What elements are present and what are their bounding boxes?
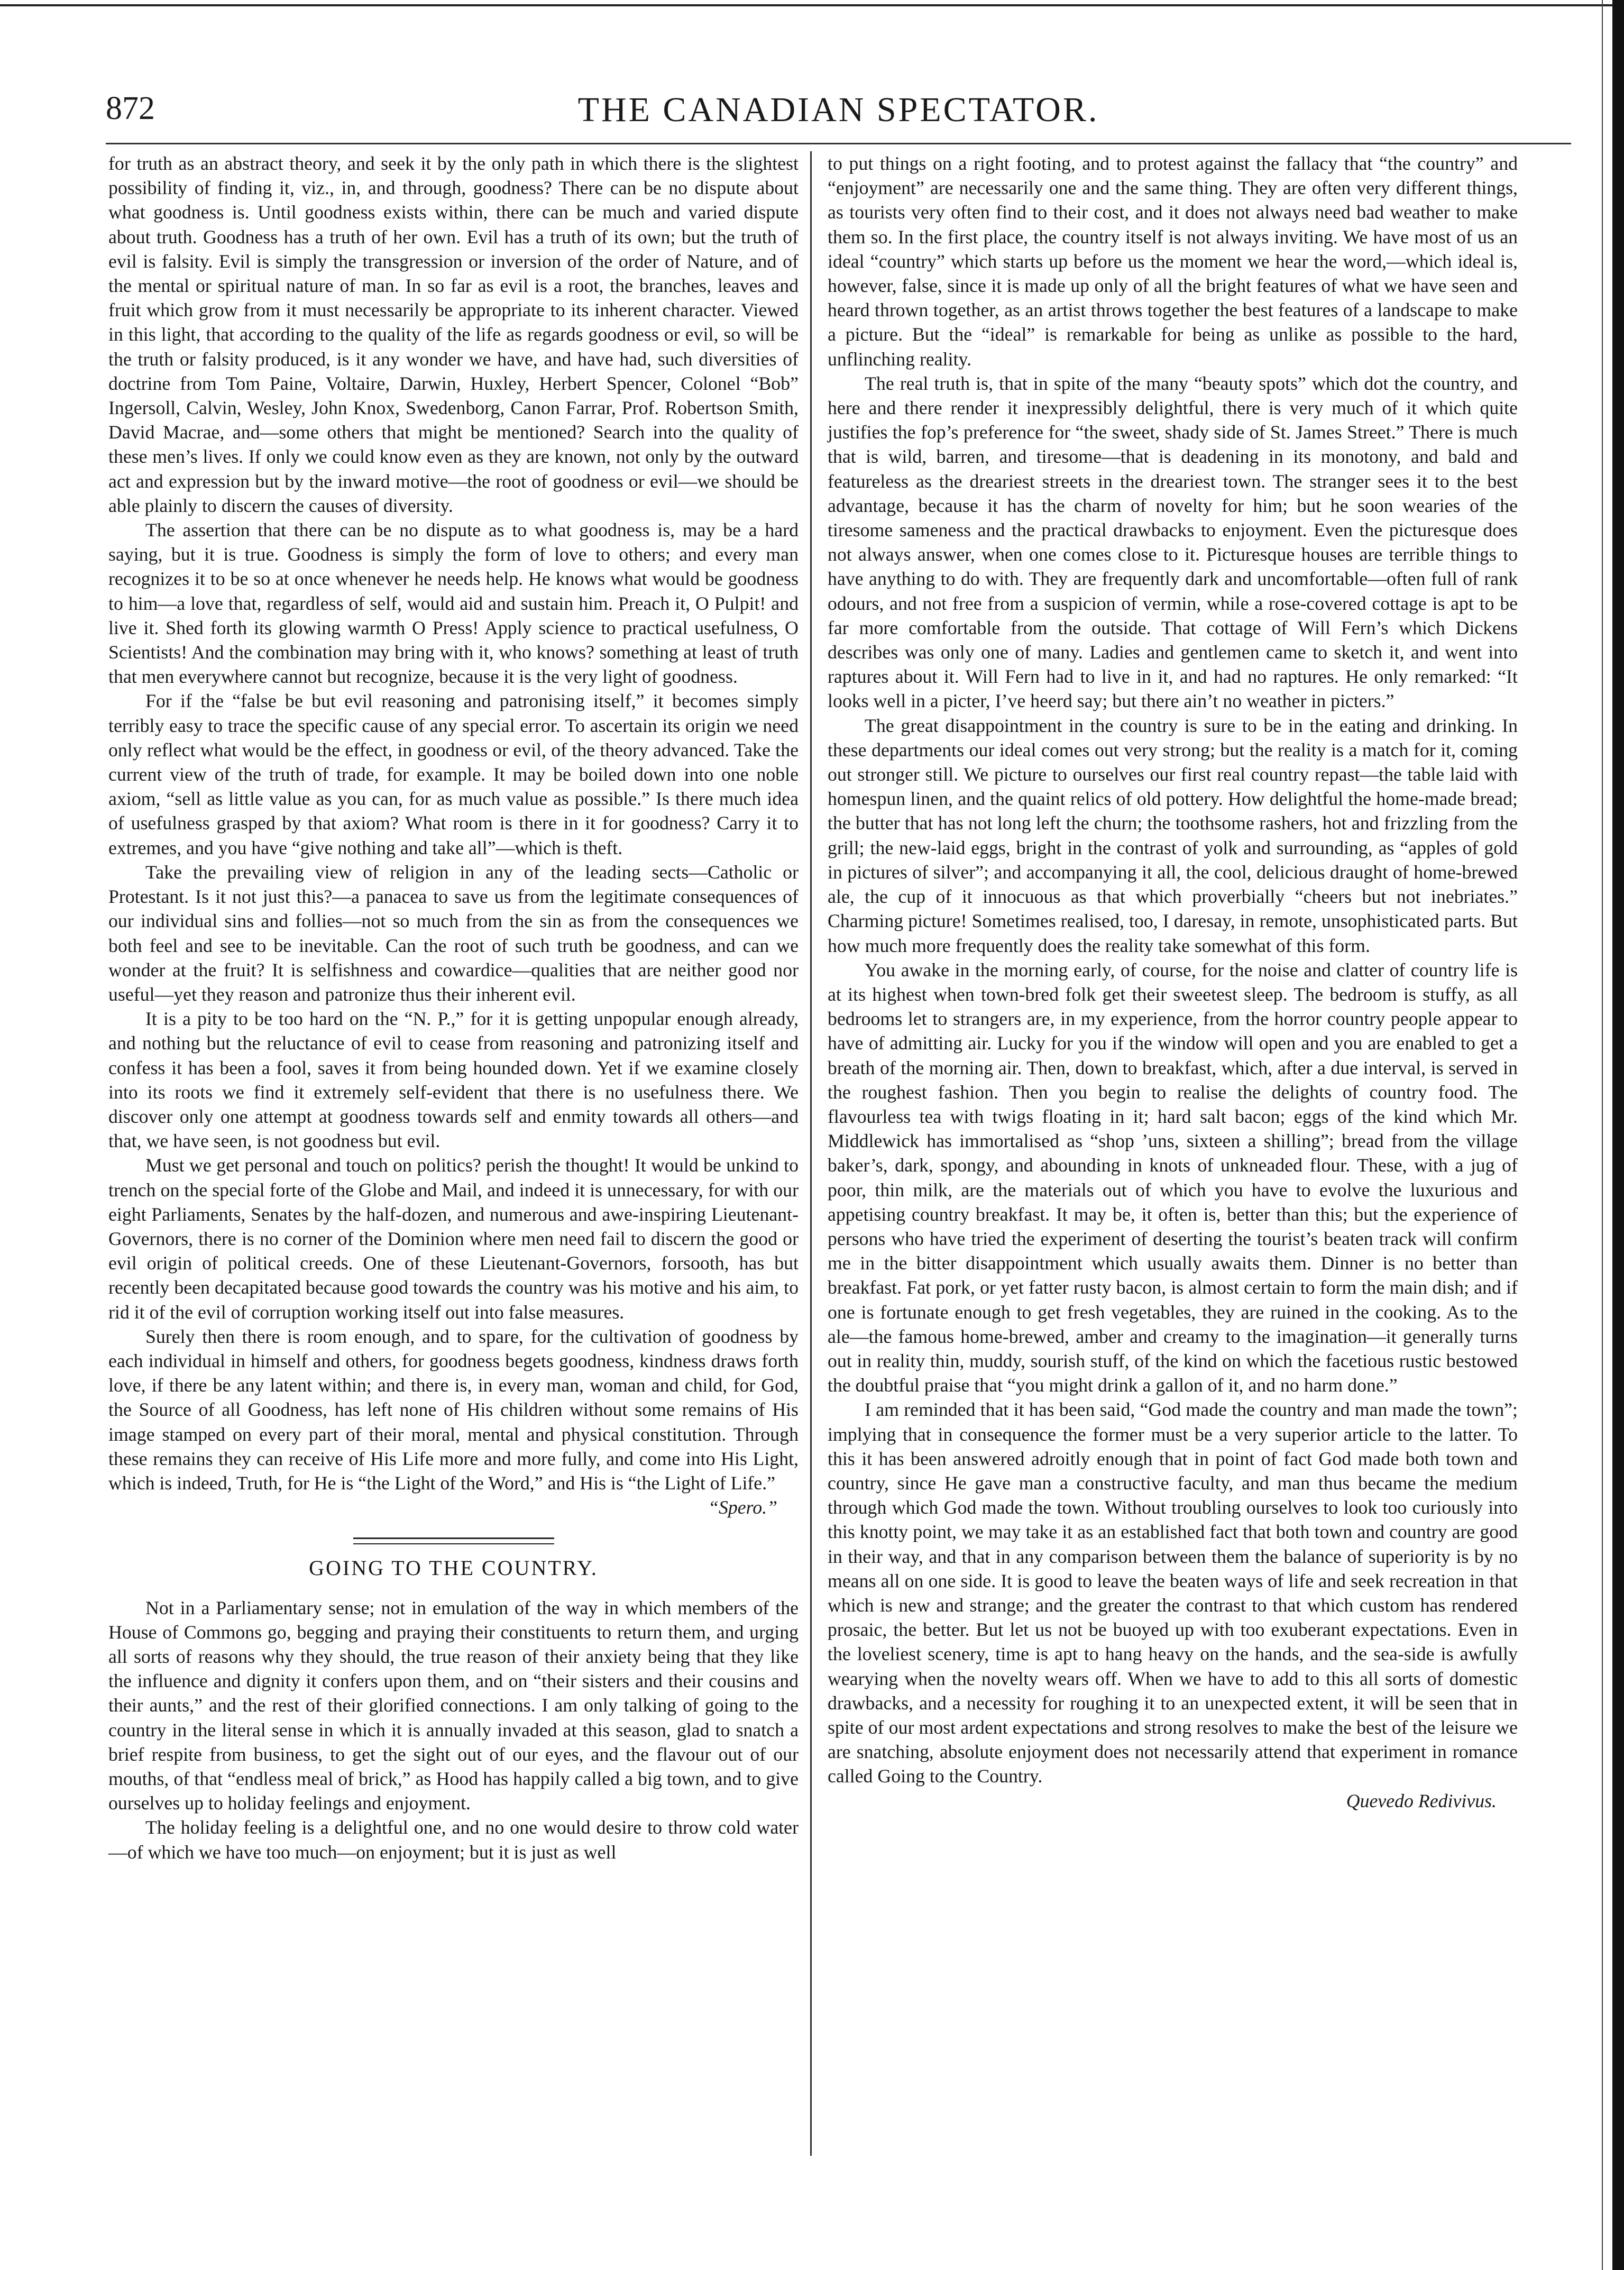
paragraph: The real truth is, that in spite of the many “beauty spots” which dot the country, and here and there render it inexpressibly delightful, there is very much of it which quite justifies the fop’s preference for “the sweet, shady side of St. James Street.” There is much that is wild, barren, and tiresome—that is deadening in its monotony, and bald and featureless as the dreariest streets in the dreariest town. The stranger sees it to the best advantage, because it has the charm of novelty for him; but he soon wearies of the tiresome sameness and the practical drawbacks to enjoyment. Even the picturesque does not always answer, when one comes close to it. Picturesque houses are terrible things to have anything to do with. They are frequently dark and uncomfortable—often full of rank odours, and not free from a suspicion of vermin, while a rose-covered cottage is apt to be far more comfortable from the outside. That cottage of Will Fern’s which Dickens describes was only one of many. Ladies and gentlemen came to sketch it, and went into raptures about it. Will Fern had to live in it, and had no raptures. He only remarked: “It looks well in a picter, I’ve heerd say; but there ain’t no weather in picters.” <box>828 372 1518 712</box>
section-title: GOING TO THE COUNTRY. <box>309 1556 598 1580</box>
author-signature: Quevedo Redivivus. <box>1346 1790 1497 1811</box>
author-signature: “Spero.” <box>708 1497 777 1518</box>
journal-title: THE CANADIAN SPECTATOR. <box>577 90 1099 129</box>
header-rule <box>106 143 1571 144</box>
left-column <box>108 151 799 1864</box>
paragraph: You awake in the morning early, of course, for the noise and clatter of country life is at its highest when town-bred folk get their sweetest sleep. The bedroom is stuffy, as all bedrooms let to strangers are, in my experience, from the horror country people appear to have of admitting air. Lucky for you if the window will open and you are enabled to get a breath of the morning air. Then, down to breakfast, which, after a due interval, is served in the roughest fashion. Then you begin to realise the delights of country food. The flavourless tea with twigs floating in it; hard salt bacon; eggs of the kind which Mr. Middlewick has immortalised as “shop ’uns, sixteen a shilling”; bread from the village baker’s, dark, spongy, and abounding in knots of unkneaded flour. These, with a jug of poor, thin milk, are the materials out of which you have to evolve the luxurious and appetising country breakfast. It may be, it often is, better than this; but the experience of persons who have tried the experiment of deserting the tourist’s beaten track will confirm me in the bitter disappointment which usually awaits them. Dinner is no better than breakfast. Fat pork, or yet fatter rusty bacon, is almost certain to form the main dish; and if one is fortunate enough to get fresh vegetables, they are ruined in the cooking. As to the ale—the famous home-brewed, amber and creamy to the imagination—it generally turns out in reality thin, muddy, sourish stuff, of the kind on which the facetious rustic bestowed the doubtful praise that “you might drink a gallon of it, and no harm done.” <box>828 959 1518 1396</box>
section-rule <box>353 1537 554 1544</box>
paragraph: The great disappointment in the country is sure to be in the eating and drinking. In these departments our ideal comes out very strong; but the reality is a match for it, coming out stronger still. We picture to ourselves our first real country repast—the table laid with homespun linen, and the quaint relics of old pottery. How delightful the home-made bread; the butter that has not long left the churn; the toothsome rashers, hot and frizzling from the grill; the new-laid eggs, bright in the contrast of yolk and surrounding, as “apples of gold in pictures of silver”; and accompanying it all, the cool, delicious draught of home-brewed ale, the cup of it innocuous as that which proverbially “cheers but not inebriates.” Charming picture! Sometimes realised, too, I daresay, in remote, unsophisticated parts. But how much more frequently does the reality take somewhat of this form. <box>828 715 1518 956</box>
paragraph: The holiday feeling is a delightful one, and no one would desire to throw cold water—of which we have too much—on enjoyment; but it is just as well <box>108 1817 799 1863</box>
paragraph: It is a pity to be too hard on the “N. P.,” for it is getting unpopular enough already, and nothing but the reluctance of evil to cease from reasoning and patronizing itself and confess it has been a fool, saves it from being hounded down. Yet if we examine closely into its roots we find it extremely self-evident that there is no usefulness there. We discover only one attempt at goodness towards self and enmity towards all others—and that, we have seen, is not goodness but evil. <box>108 1008 799 1152</box>
page-number: 872 <box>106 90 155 126</box>
page-edge-shadow <box>1612 0 1624 2270</box>
paragraph: For if the “false be but evil reasoning and patronising itself,” it becomes simply terribly easy to trace the specific cause of any special error. To ascertain its origin we need only reflect what would be the effect, in goodness or evil, of the theory advanced. Take the current view of the truth of trade, for example. It may be boiled down into one noble axiom, “sell as little value as you can, for as much value as possible.” Is there much idea of usefulness grasped by that axiom? What room is there in it for goodness? Carry it to extremes, and you have “give nothing and take all”—which is theft. <box>108 690 799 858</box>
paragraph: for truth as an abstract theory, and seek it by the only path in which there is the slightest possibility of finding it, viz., in, and through, goodness? There can be no dispute about what goodness is. Until goodness exists within, there can be much and varied dispute about truth. Goodness has a truth of her own. Evil has a truth of its own; but the truth of evil is falsity. Evil is simply the transgression or inversion of the order of Nature, and of the mental or spiritual nature of man. In so far as evil is a root, the branches, leaves and fruit which grow from it must necessarily be appropriate to its inherent character. Viewed in this light, that according to the quality of the life as regards goodness or evil, so will be the truth or falsity produced, is it any wonder we have, and have had, such diversities of doctrine from Tom Paine, Voltaire, Darwin, Huxley, Herbert Spencer, Colonel “Bob” Ingersoll, Calvin, Wesley, John Knox, Swedenborg, Canon Farrar, Prof. Robertson Smith, David Macrae, and—some others that might be mentioned? Search into the quality of these men’s lives. If only we could know even as they are known, not only by the outward act and expression but by the inward motive—the root of goodness or evil—we should be able plainly to discern the causes of diversity. <box>108 153 799 516</box>
page-edge-line <box>1602 0 1603 2270</box>
paragraph: Surely then there is room enough, and to spare, for the cultivation of goodness by each individual in himself and others, for goodness begets goodness, kindness draws forth love, if there be any latent within; and there is, in every man, woman and child, for God, the Source of all Goodness, has left none of His children without some remains of His image stamped on every part of their moral, mental and physical constitution. Through these remains they can receive of His Life more and more fully, and come into His Light, which is indeed, Truth, for He is “the Light of the Word,” and His is “the Light of Life.” <box>108 1325 799 1494</box>
masthead <box>106 85 1571 143</box>
paragraph: Must we get personal and touch on politics? perish the thought! It would be unkind to trench on the special forte of the Globe and Mail, and indeed it is unnecessary, for with our eight Parliaments, Senates by the half-dozen, and numerous and awe-inspiring Lieutenant-Governors, there is no corner of the Dominion where men need fail to discern the good or evil origin of political creeds. One of these Lieutenant-Governors, forsooth, has but recently been decapitated because good towards the country was his motive and his aim, to rid it of the evil of corruption working itself out into false measures. <box>108 1155 799 1323</box>
column-divider <box>810 151 812 2156</box>
right-column <box>828 151 1518 1813</box>
paragraph: The assertion that there can be no dispute as to what goodness is, may be a hard saying, but it is true. Goodness is simply the form of love to others; and every man recognizes it to be so at once whenever he needs help. He knows what would be goodness to him—a love that, regardless of self, would aid and sustain him. Preach it, O Pulpit! and live it. Shed forth its glowing warmth O Press! Apply science to practical usefulness, O Scientists! And the combination may bring with it, who knows? something at least of truth that men everywhere cannot but recognize, because it is the very light of goodness. <box>108 519 799 688</box>
paragraph: I am reminded that it has been said, “God made the country and man made the town”; implying that in consequence the former must be a very superior article to the latter. To this it has been answered adroitly enough that in point of fact God made both town and country, since He gave man a constructive faculty, and man thus became the medium through which God made the town. Without troubling ourselves to look too curiously into this knotty point, we may take it as an established fact that both town and country are good in their way, and that in any comparison between them the balance of superiority is by no means all on one side. It is good to leave the beaten ways of life and seek recreation in that which is new and strange; and the greater the contrast to that which custom has rendered prosaic, the better. But let us not be buoyed up with too exuberant expectations. Even in the loveliest scenery, time is apt to hang heavy on the hands, and the sea-side is awfully wearying when the novelty wears off. When we have to add to this all sorts of domestic drawbacks, and a necessity for roughing it to an unexpected extent, it will be seen that in spite of our most ardent expectations and strong resolves to make the best of the leisure we are snatching, absolute enjoyment does not necessarily attend that experiment in romance called Going to the Country. <box>828 1399 1518 1787</box>
paragraph: Take the prevailing view of religion in any of the leading sects—Catholic or Protestant. Is it not just this?—a panacea to save us from the legitimate consequences of our individual sins and follies—not so much from the sin as from the consequences we both feel and see to be inevitable. Can the root of such truth be goodness, and can we wonder at the fruit? It is selfishness and cowardice—qualities that are neither good nor useful—yet they reason and patronize thus their inherent evil. <box>108 861 799 1005</box>
page-top-rule <box>0 4 1624 6</box>
paragraph: to put things on a right footing, and to protest against the fallacy that “the country” and “enjoyment” are necessarily one and the same thing. They are often very different things, as tourists very often find to their cost, and it does not always need bad weather to make them so. In the first place, the country itself is not always inviting. We have most of us an ideal “country” which starts up before us the moment we hear the word,—which ideal is, however, false, since it is made up only of all the bright features of what we have seen and heard thrown together, as an artist throws together the best features of a landscape to make a picture. But the “ideal” is remarkable for being as unlike as possible to the hard, unflinching reality. <box>828 153 1518 370</box>
paragraph: Not in a Parliamentary sense; not in emulation of the way in which members of the House of Commons go, begging and praying their constituents to return them, and urging all sorts of reasons why they should, the true reason of their anxiety being that they like the influence and dignity it confers upon them, and on “their sisters and their cousins and their aunts,” and the rest of their glorified connections. I am only talking of going to the country in the literal sense in which it is annually invaded at this season, glad to snatch a brief respite from business, to get the sight out of our eyes, and the flavour out of our mouths, of that “endless meal of brick,” as Hood has happily called a big town, and to give ourselves up to holiday feelings and enjoyment. <box>108 1597 799 1814</box>
